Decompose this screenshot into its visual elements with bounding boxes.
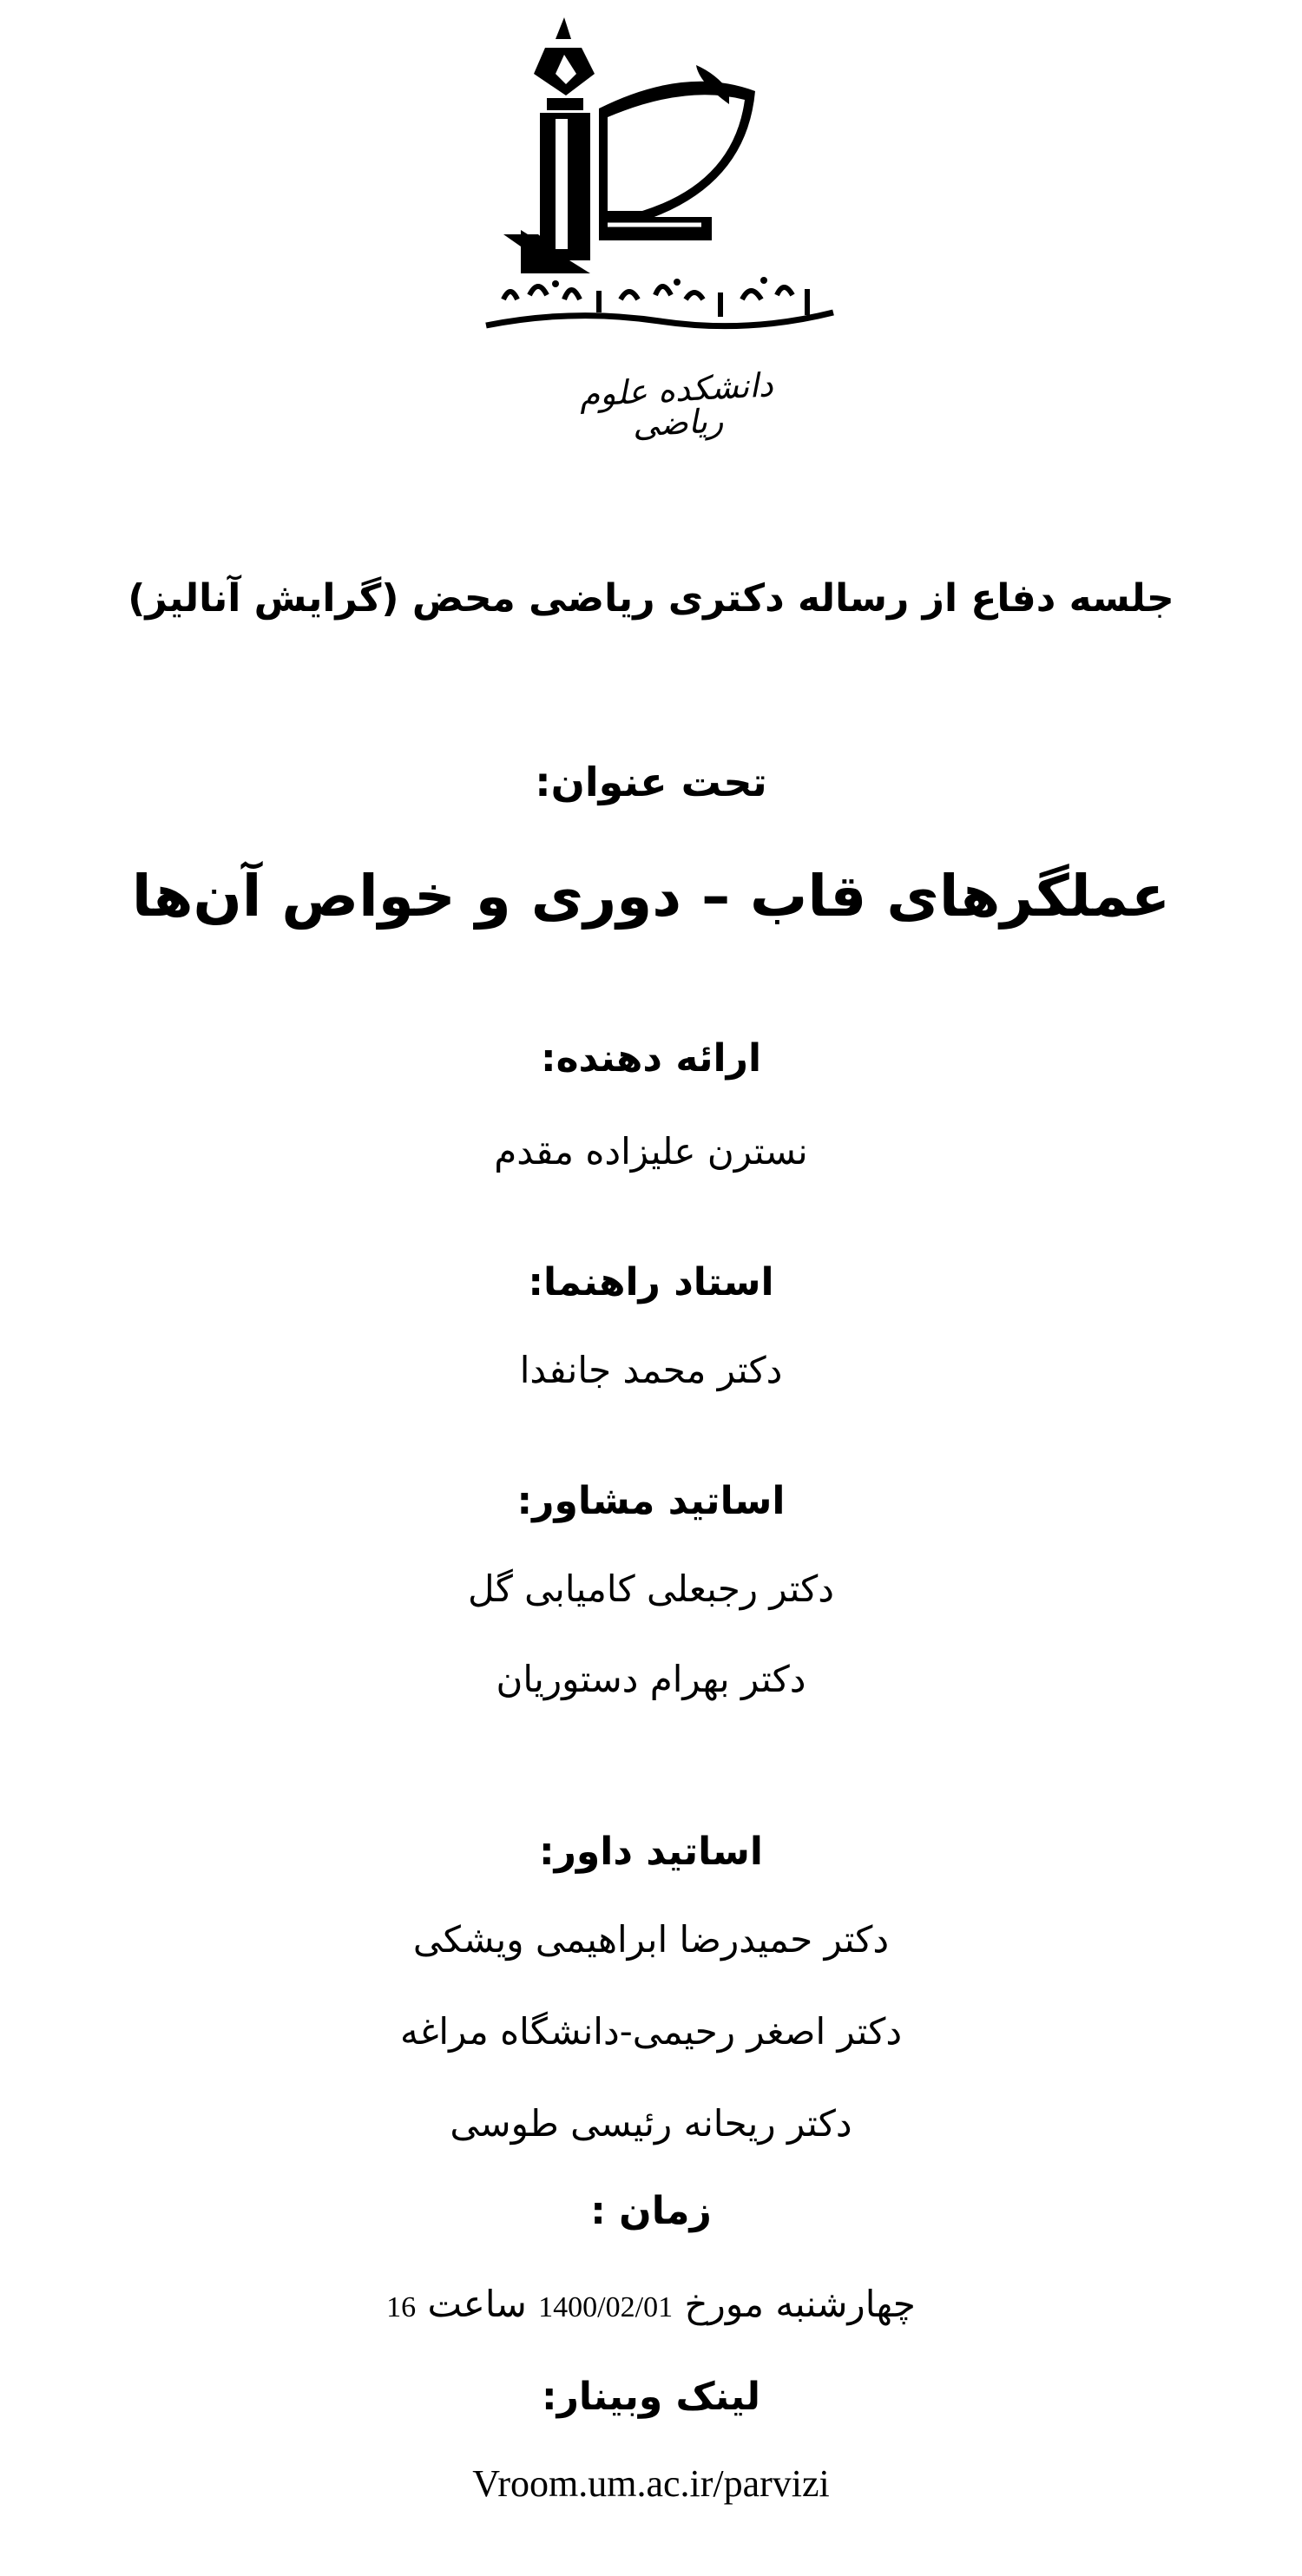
webinar-label: لینک وبینار:	[541, 2375, 761, 2419]
thesis-title: عملگرهای قاب – دوری و خواص آن‌ها	[131, 863, 1171, 930]
pen-nib-icon	[534, 17, 595, 110]
faculty-name: دانشکده علوم ریاضی	[578, 365, 774, 444]
date-value: 1400/02/01	[538, 2291, 674, 2323]
referees-label: اساتید داور:	[538, 1830, 764, 1874]
supervisor-label: استاد راهنما:	[528, 1260, 774, 1304]
pillar-icon	[503, 113, 590, 273]
supervisor-name: دکتر محمد جانفدا	[519, 1349, 783, 1391]
advisor-name: دکتر بهرام دستوریان	[496, 1658, 806, 1700]
subject-label: تحت عنوان:	[535, 759, 767, 805]
day-text: چهارشنبه مورخ	[684, 2283, 916, 2325]
time-label: زمان :	[590, 2189, 712, 2233]
advisor-name: دکتر رجبعلی کامیابی گل	[468, 1567, 834, 1610]
defense-session-title: جلسه دفاع از رساله دکتری ریاضی محض (گرایش آنالیز)	[128, 576, 1174, 621]
hour-value: 16	[386, 2291, 417, 2323]
dome-icon	[599, 65, 755, 240]
webinar-link[interactable]: Vroom.um.ac.ir/parvizi	[472, 2462, 830, 2505]
hour-word: ساعت	[427, 2283, 527, 2325]
presenter-name: نسترن علیزاده مقدم	[494, 1130, 808, 1173]
referee-name: دکتر حمیدرضا ابراهیمی ویشکی	[412, 1918, 890, 1961]
presenter-label: ارائه دهنده:	[540, 1036, 762, 1081]
referee-name: دکتر ریحانه رئیسی طوسی	[450, 2102, 852, 2145]
calligraphy-caption	[486, 277, 833, 326]
referee-name: دکتر اصغر رحیمی-دانشگاه مراغه	[399, 2010, 903, 2053]
advisors-label: اساتید مشاور:	[516, 1479, 786, 1523]
time-row	[0, 2283, 1302, 2325]
university-logo	[469, 13, 851, 334]
